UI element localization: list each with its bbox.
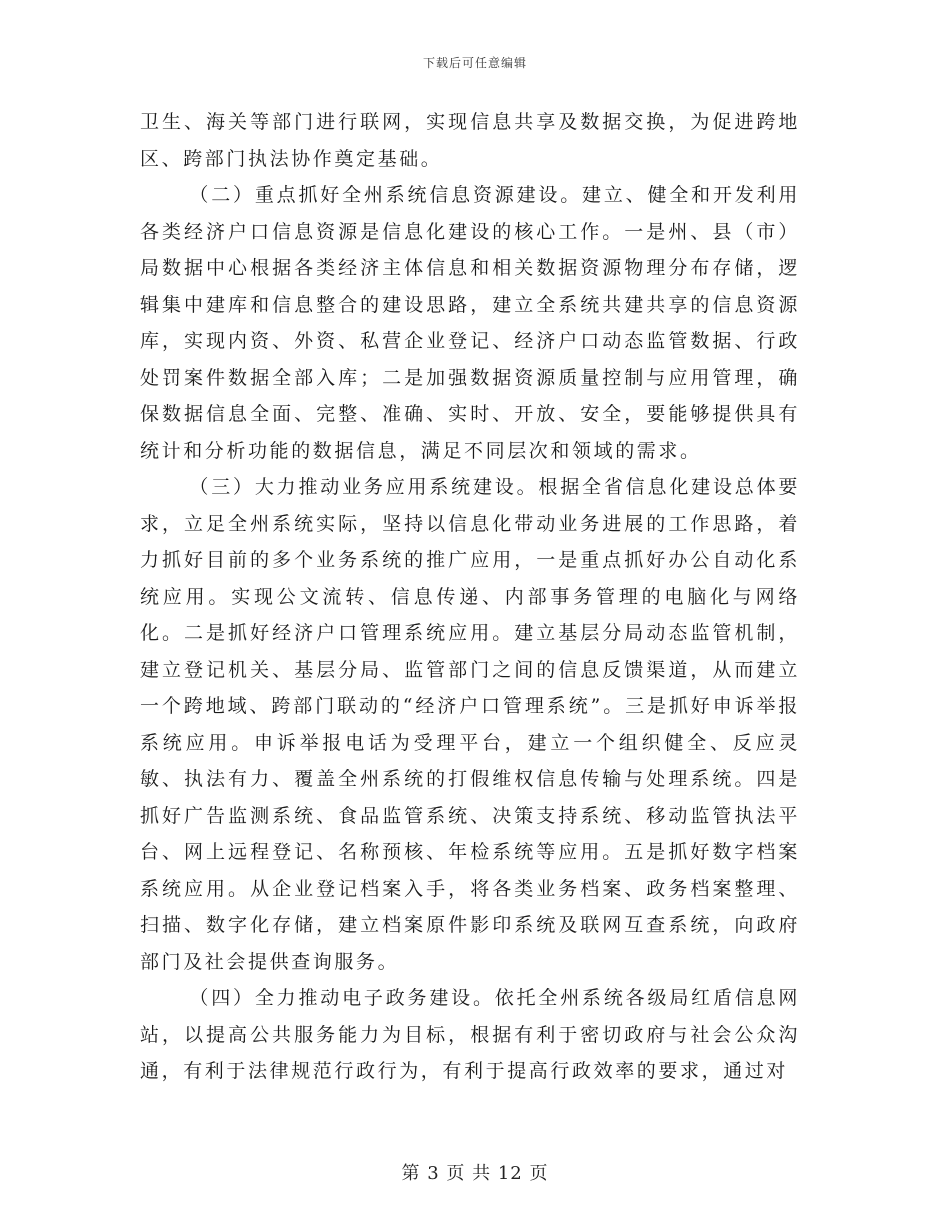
paragraph-section-3: （三）大力推动业务应用系统建设。根据全省信息化建设总体要求，立足全州系统实际，坚持以信息化带动业务进展的工作思路，着力抓好目前的多个业务系统的推广应用，一是重点抓好办公自动化系统应用。实现公文流转、信息传递、内部事务管理的电脑化与网络化。二是抓好经济户口管理系统应用。建立基层分局动态监管机制，建立登记机关、基层分局、监管部门之间的信息反馈渠道，从而建立一个跨地域、跨部门联动的“经济户口管理系统”。三是抓好申诉举报系统应用。申诉举报电话为受理平台，建立一个组织健全、反应灵敏、执法有力、覆盖全州系统的打假维权信息传输与处理系统。四是抓好广告监测系统、食品监管系统、决策支持系统、移动监管执法平台、网上远程登记、名称预核、年检系统等应用。五是抓好数字档案系统应用。从企业登记档案入手，将各类业务档案、政务档案整理、扫描、数字化存储，建立档案原件影印系统及联网互查系统，向政府部门及社会提供查询服务。 [140, 476, 800, 973]
paragraph-section-2: （二）重点抓好全州系统信息资源建设。建立、健全和开发利用各类经济户口信息资源是信息化建设的核心工作。一是州、县（市）局数据中心根据各类经济主体信息和相关数据资源物理分布存储，逻辑集中建库和信息整合的建设思路，建立全系统共建共享的信息资源库，实现内资、外资、私营企业登记、经济户口动态监管数据、行政处罚案件数据全部入库；二是加强数据资源质量控制与应用管理，确保数据信息全面、完整、准确、实时、开放、安全，要能够提供具有统计和分析功能的数据信息，满足不同层次和领域的需求。 [140, 184, 800, 462]
paragraph-section-4: （四）全力推动电子政务建设。依托全州系统各级局红盾信息网站，以提高公共服务能力为目标，根据有利于密切政府与社会公众沟通，有利于法律规范行政行为，有利于提高行政效率的要求，通过对 [140, 987, 800, 1082]
page-number: 第 3 页 共 12 页 [401, 1163, 549, 1184]
document-body [140, 104, 800, 1090]
paragraph-continuation: 卫生、海关等部门进行联网，实现信息共享及数据交换，为促进跨地区、跨部门执法协作奠定基础。 [140, 111, 800, 170]
page-header: 下载后可任意编辑 [422, 56, 527, 70]
